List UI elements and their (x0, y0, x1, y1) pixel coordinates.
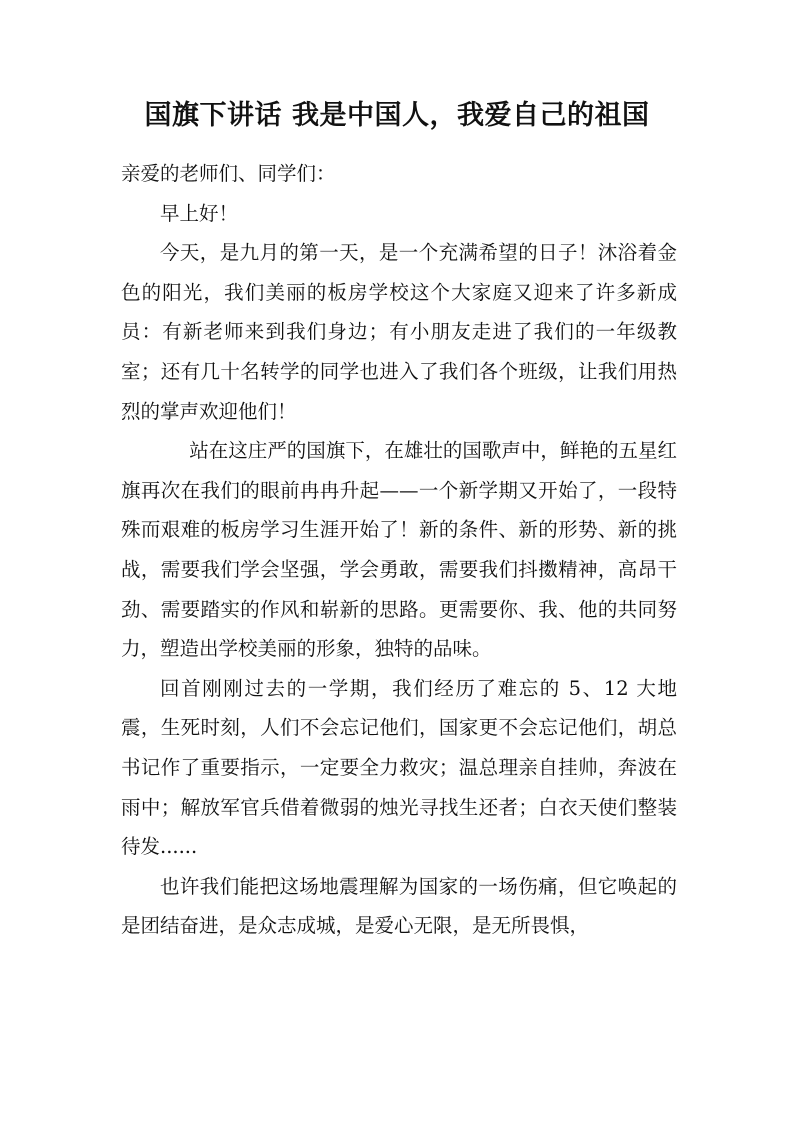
paragraph-3: 回首刚刚过去的一学期，我们经历了难忘的 5、12 大地震，生死时刻，人们不会忘记他们，国家更不会忘记他们，胡总书记作了重要指示，一定要全力救灾；温总理亲自挂帅，奔波在雨中；解放军官兵借着微弱的烛光寻找生还者；白衣天使们整装待发...... (121, 676, 677, 859)
paragraph-1: 今天，是九月的第一天，是一个充满希望的日子！沐浴着金色的阳光，我们美丽的板房学校这个大家庭又迎来了许多新成员：有新老师来到我们身边；有小朋友走进了我们的一年级教室；还有几十名转学的同学也进入了我们各个班级，让我们用热烈的掌声欢迎他们！ (121, 241, 677, 423)
greeting: 早上好！ (160, 201, 239, 225)
page-title: 国旗下讲话 我是中国人，我爱自己的祖国 (144, 100, 650, 131)
paragraph-2: 站在这庄严的国旗下，在雄壮的国歌声中，鲜艳的五星红旗再次在我们的眼前冉冉升起——一个新学期又开始了，一段特殊而艰难的板房学习生涯开始了！新的条件、新的形势、新的挑战，需要我们学会坚强，学会勇敢，需要我们抖擞精神，高昂干劲、需要踏实的作风和崭新的思路。更需要你、我、他的共同努力，塑造出学校美丽的形象，独特的品味。 (121, 439, 677, 661)
salutation: 亲爱的老师们、同学们： (121, 162, 336, 185)
paragraph-4: 也许我们能把这场地震理解为国家的一场伤痛，但它唤起的是团结奋进，是众志成城，是爱心无限，是无所畏惧， (121, 874, 677, 938)
speech-body (121, 154, 677, 946)
